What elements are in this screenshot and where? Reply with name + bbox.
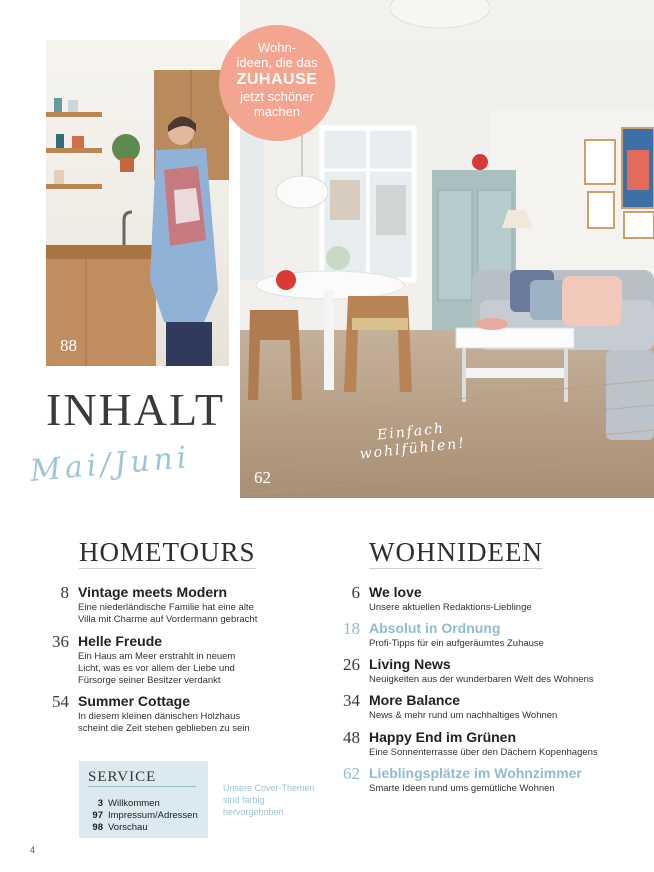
toc-title: Lieblingsplätze im Wohnzimmer — [369, 765, 582, 781]
kitchen-illustration — [46, 40, 229, 366]
hometours-heading: HOMETOURS — [79, 537, 256, 567]
toc-page-number: 48 — [343, 728, 360, 747]
toc-page-number: 26 — [343, 655, 360, 674]
living-room-page-number: 62 — [254, 468, 271, 487]
toc-description-line: Smarte Ideen rund ums gemütliche Wohnen — [369, 783, 555, 794]
toc-entry[interactable] — [351, 583, 532, 614]
toc-page-number: 8 — [60, 583, 69, 602]
toc-description-line: Profi-Tipps für ein aufgeräumtes Zuhause — [369, 638, 544, 649]
toc-page-number: 36 — [52, 632, 69, 651]
toc-entry[interactable] — [343, 691, 558, 722]
service-item[interactable] — [79, 822, 148, 834]
toc-title: More Balance — [369, 692, 461, 708]
toc-entry[interactable] — [343, 728, 598, 759]
toc-title: Happy End im Grünen — [369, 729, 517, 745]
page-title: INHALT — [46, 384, 225, 435]
kitchen-photo — [46, 40, 229, 366]
toc-page-number: 54 — [52, 692, 69, 711]
toc-title: Summer Cottage — [78, 693, 191, 709]
toc-entry-highlighted[interactable] — [343, 764, 582, 795]
toc-page-number: 18 — [343, 619, 360, 638]
toc-entry[interactable] — [343, 655, 594, 686]
toc-description-line: Ein Haus am Meer erstrahlt in neuem — [78, 651, 236, 662]
service-box — [79, 761, 208, 838]
service-item-page: 98 — [92, 822, 103, 833]
toc-page-number: 6 — [351, 583, 360, 602]
toc-description-line: News & mehr rund um nachhaltiges Wohnen — [369, 710, 558, 721]
toc-description-line: In diesem kleinen dänischen Holzhaus — [78, 711, 241, 722]
toc-description-line: Eine niederländische Familie hat eine alte — [78, 602, 254, 613]
service-item-page: 97 — [92, 810, 103, 821]
toc-title: Absolut in Ordnung — [369, 620, 501, 636]
badge-line-1: Wohn- — [257, 40, 297, 55]
badge-line-3: ZUHAUSE — [236, 71, 318, 88]
toc-entry[interactable] — [52, 692, 250, 735]
cover-themes-note: Unsere Cover-Themen sind farbig hervorgehoben — [223, 783, 315, 817]
toc-entry[interactable] — [52, 632, 236, 687]
cover-badge — [219, 25, 335, 141]
toc-entry-highlighted[interactable] — [343, 619, 544, 650]
service-item-page: 3 — [97, 798, 103, 809]
service-item-label: Willkommen — [108, 798, 160, 809]
toc-description-line: Neuigkeiten aus der wunderbaren Welt des Wohnens — [369, 674, 594, 685]
toc-description-line: Unsere aktuellen Redaktions-Lieblinge — [369, 602, 532, 613]
service-item[interactable] — [79, 810, 198, 822]
toc-title: Helle Freude — [78, 633, 163, 649]
living-room-script-caption: Einfach wohlfühlen! — [359, 420, 467, 463]
service-item[interactable] — [79, 798, 160, 810]
toc-description-line: Villa mit Charme auf Vordermann gebracht — [78, 614, 258, 625]
badge-line-5: machen — [253, 104, 301, 119]
toc-description-line: scheint die Zeit stehen geblieben zu sein — [78, 723, 250, 734]
toc-page-number: 62 — [343, 764, 360, 783]
toc-entry[interactable] — [60, 583, 258, 626]
toc-title: Living News — [369, 656, 451, 672]
toc-page-number: 34 — [343, 691, 360, 710]
toc-title: We love — [369, 584, 422, 600]
kitchen-page-number: 88 — [60, 336, 77, 355]
service-item-label: Impressum/Adressen — [108, 810, 198, 821]
service-heading: SERVICE — [88, 768, 196, 787]
wohnideen-heading: WOHNIDEEN — [369, 537, 543, 567]
service-item-label: Vorschau — [108, 822, 148, 833]
issue-script: Mai/Juni — [28, 440, 192, 489]
page-folio: 4 — [30, 845, 36, 855]
toc-description-line: Licht, was es vor allem der Liebe und — [78, 663, 235, 674]
badge-line-2: ideen, die das — [236, 55, 318, 70]
toc-description-line: Fürsorge seiner Besitzer verdankt — [78, 675, 221, 686]
toc-title: Vintage meets Modern — [78, 584, 228, 600]
badge-line-4: jetzt schöner — [240, 89, 314, 104]
toc-description-line: Eine Sonnenterrasse über den Dächern Kopenhagens — [369, 747, 598, 758]
